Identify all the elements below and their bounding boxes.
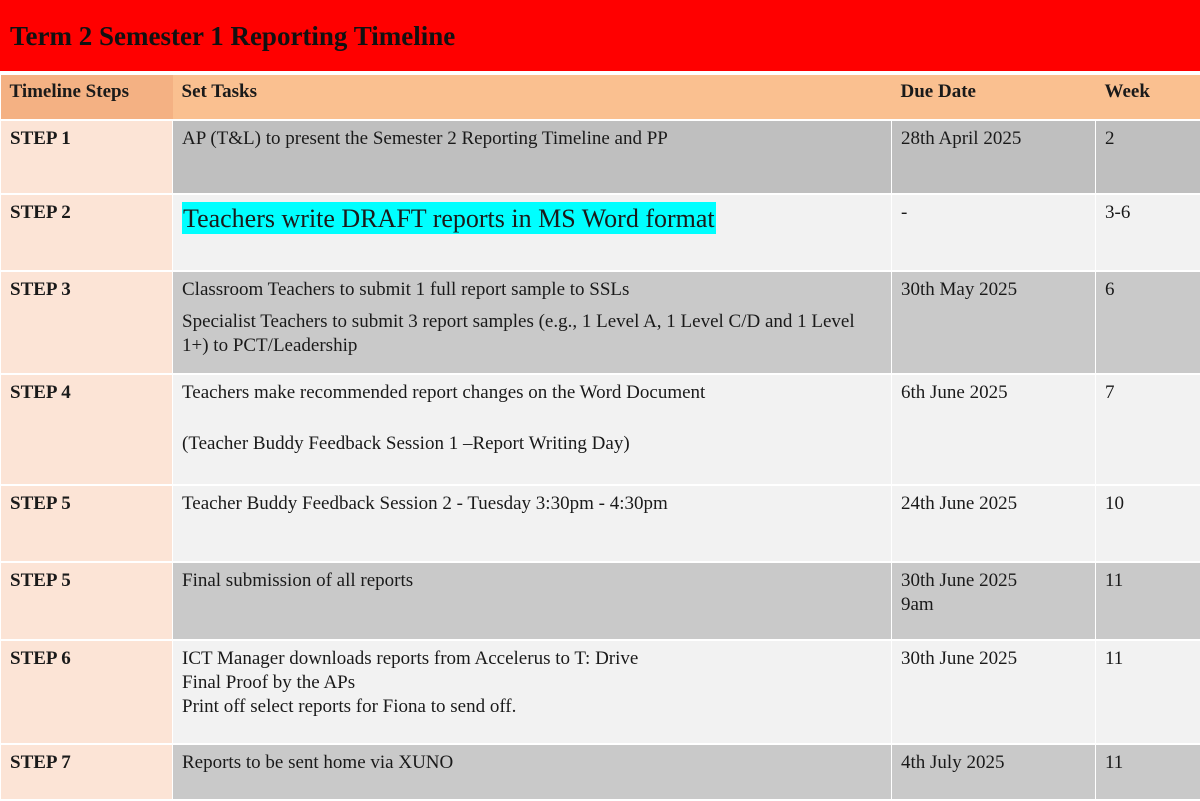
due-date-cell <box>892 374 1096 485</box>
due-date: 4th July 2025 <box>901 752 1005 773</box>
header-timeline-steps: Timeline Steps <box>1 75 173 120</box>
title-bar <box>0 0 1200 71</box>
step-label: STEP 2 <box>1 194 173 271</box>
due-date: 30th May 2025 <box>901 279 1018 300</box>
header-week: Week <box>1096 75 1200 120</box>
timeline-table <box>0 75 1200 799</box>
step-label: STEP 6 <box>1 640 173 744</box>
due-date-cell <box>892 562 1096 640</box>
task-cell <box>173 744 892 799</box>
step-label: STEP 4 <box>1 374 173 485</box>
due-date-cell <box>892 194 1096 271</box>
task-text: AP (T&L) to present the Semester 2 Reporting Timeline and PP <box>182 128 668 149</box>
task-text: ICT Manager downloads reports from Accelerus to T: Drive <box>182 648 639 669</box>
task-text: Specialist Teachers to submit 3 report samples (e.g., 1 Level A, 1 Level C/D and 1 Level 1+) to PCT/Leadership <box>182 311 855 356</box>
highlighted-task-text: Teachers write DRAFT reports in MS Word format <box>183 204 715 233</box>
task-text: Teachers make recommended report changes on the Word Document <box>182 382 706 403</box>
task-cell <box>173 374 892 485</box>
task-text: Print off select reports for Fiona to send off. <box>182 696 517 717</box>
due-date-cell <box>892 744 1096 799</box>
step-label: STEP 5 <box>1 485 173 562</box>
due-date: 30th June 2025 <box>901 570 1018 591</box>
task-text: (Teacher Buddy Feedback Session 1 –Report Writing Day) <box>182 433 630 454</box>
step-label: STEP 1 <box>1 120 173 194</box>
due-date: 6th June 2025 <box>901 382 1008 403</box>
step-label: STEP 3 <box>1 271 173 374</box>
table-row <box>1 271 1200 374</box>
due-date-cell <box>892 120 1096 194</box>
week-cell: 10 <box>1096 485 1200 562</box>
task-text: Teacher Buddy Feedback Session 2 - Tuesday 3:30pm - 4:30pm <box>182 493 668 514</box>
due-date-cell <box>892 640 1096 744</box>
table-row <box>1 194 1200 271</box>
table-row <box>1 562 1200 640</box>
week-cell: 11 <box>1096 640 1200 744</box>
table-row <box>1 640 1200 744</box>
task-text: Final submission of all reports <box>182 570 414 591</box>
due-date-cell <box>892 485 1096 562</box>
task-cell <box>173 640 892 744</box>
task-cell <box>173 485 892 562</box>
table-row <box>1 485 1200 562</box>
step-label: STEP 5 <box>1 562 173 640</box>
task-text: Reports to be sent home via XUNO <box>182 752 454 773</box>
step-label: STEP 7 <box>1 744 173 799</box>
task-cell <box>173 562 892 640</box>
page-title: Term 2 Semester 1 Reporting Timeline <box>10 21 456 51</box>
table-row <box>1 744 1200 799</box>
task-cell <box>173 194 892 271</box>
due-date-cell <box>892 271 1096 374</box>
header-row <box>1 75 1200 120</box>
task-cell <box>173 120 892 194</box>
task-text: Classroom Teachers to submit 1 full report sample to SSLs <box>182 279 630 300</box>
due-time: 9am <box>901 594 934 615</box>
week-cell: 11 <box>1096 562 1200 640</box>
task-text: Final Proof by the APs <box>182 672 356 693</box>
due-date: 30th June 2025 <box>901 648 1018 669</box>
table-row <box>1 120 1200 194</box>
due-date: 28th April 2025 <box>901 128 1022 149</box>
header-set-tasks: Set Tasks <box>173 75 892 120</box>
week-cell: 2 <box>1096 120 1200 194</box>
week-cell: 6 <box>1096 271 1200 374</box>
header-due-date: Due Date <box>892 75 1096 120</box>
week-cell: 7 <box>1096 374 1200 485</box>
due-date: 24th June 2025 <box>901 493 1018 514</box>
week-cell: 11 <box>1096 744 1200 799</box>
task-cell <box>173 271 892 374</box>
table-row <box>1 374 1200 485</box>
due-date: - <box>901 202 908 223</box>
week-cell: 3-6 <box>1096 194 1200 271</box>
